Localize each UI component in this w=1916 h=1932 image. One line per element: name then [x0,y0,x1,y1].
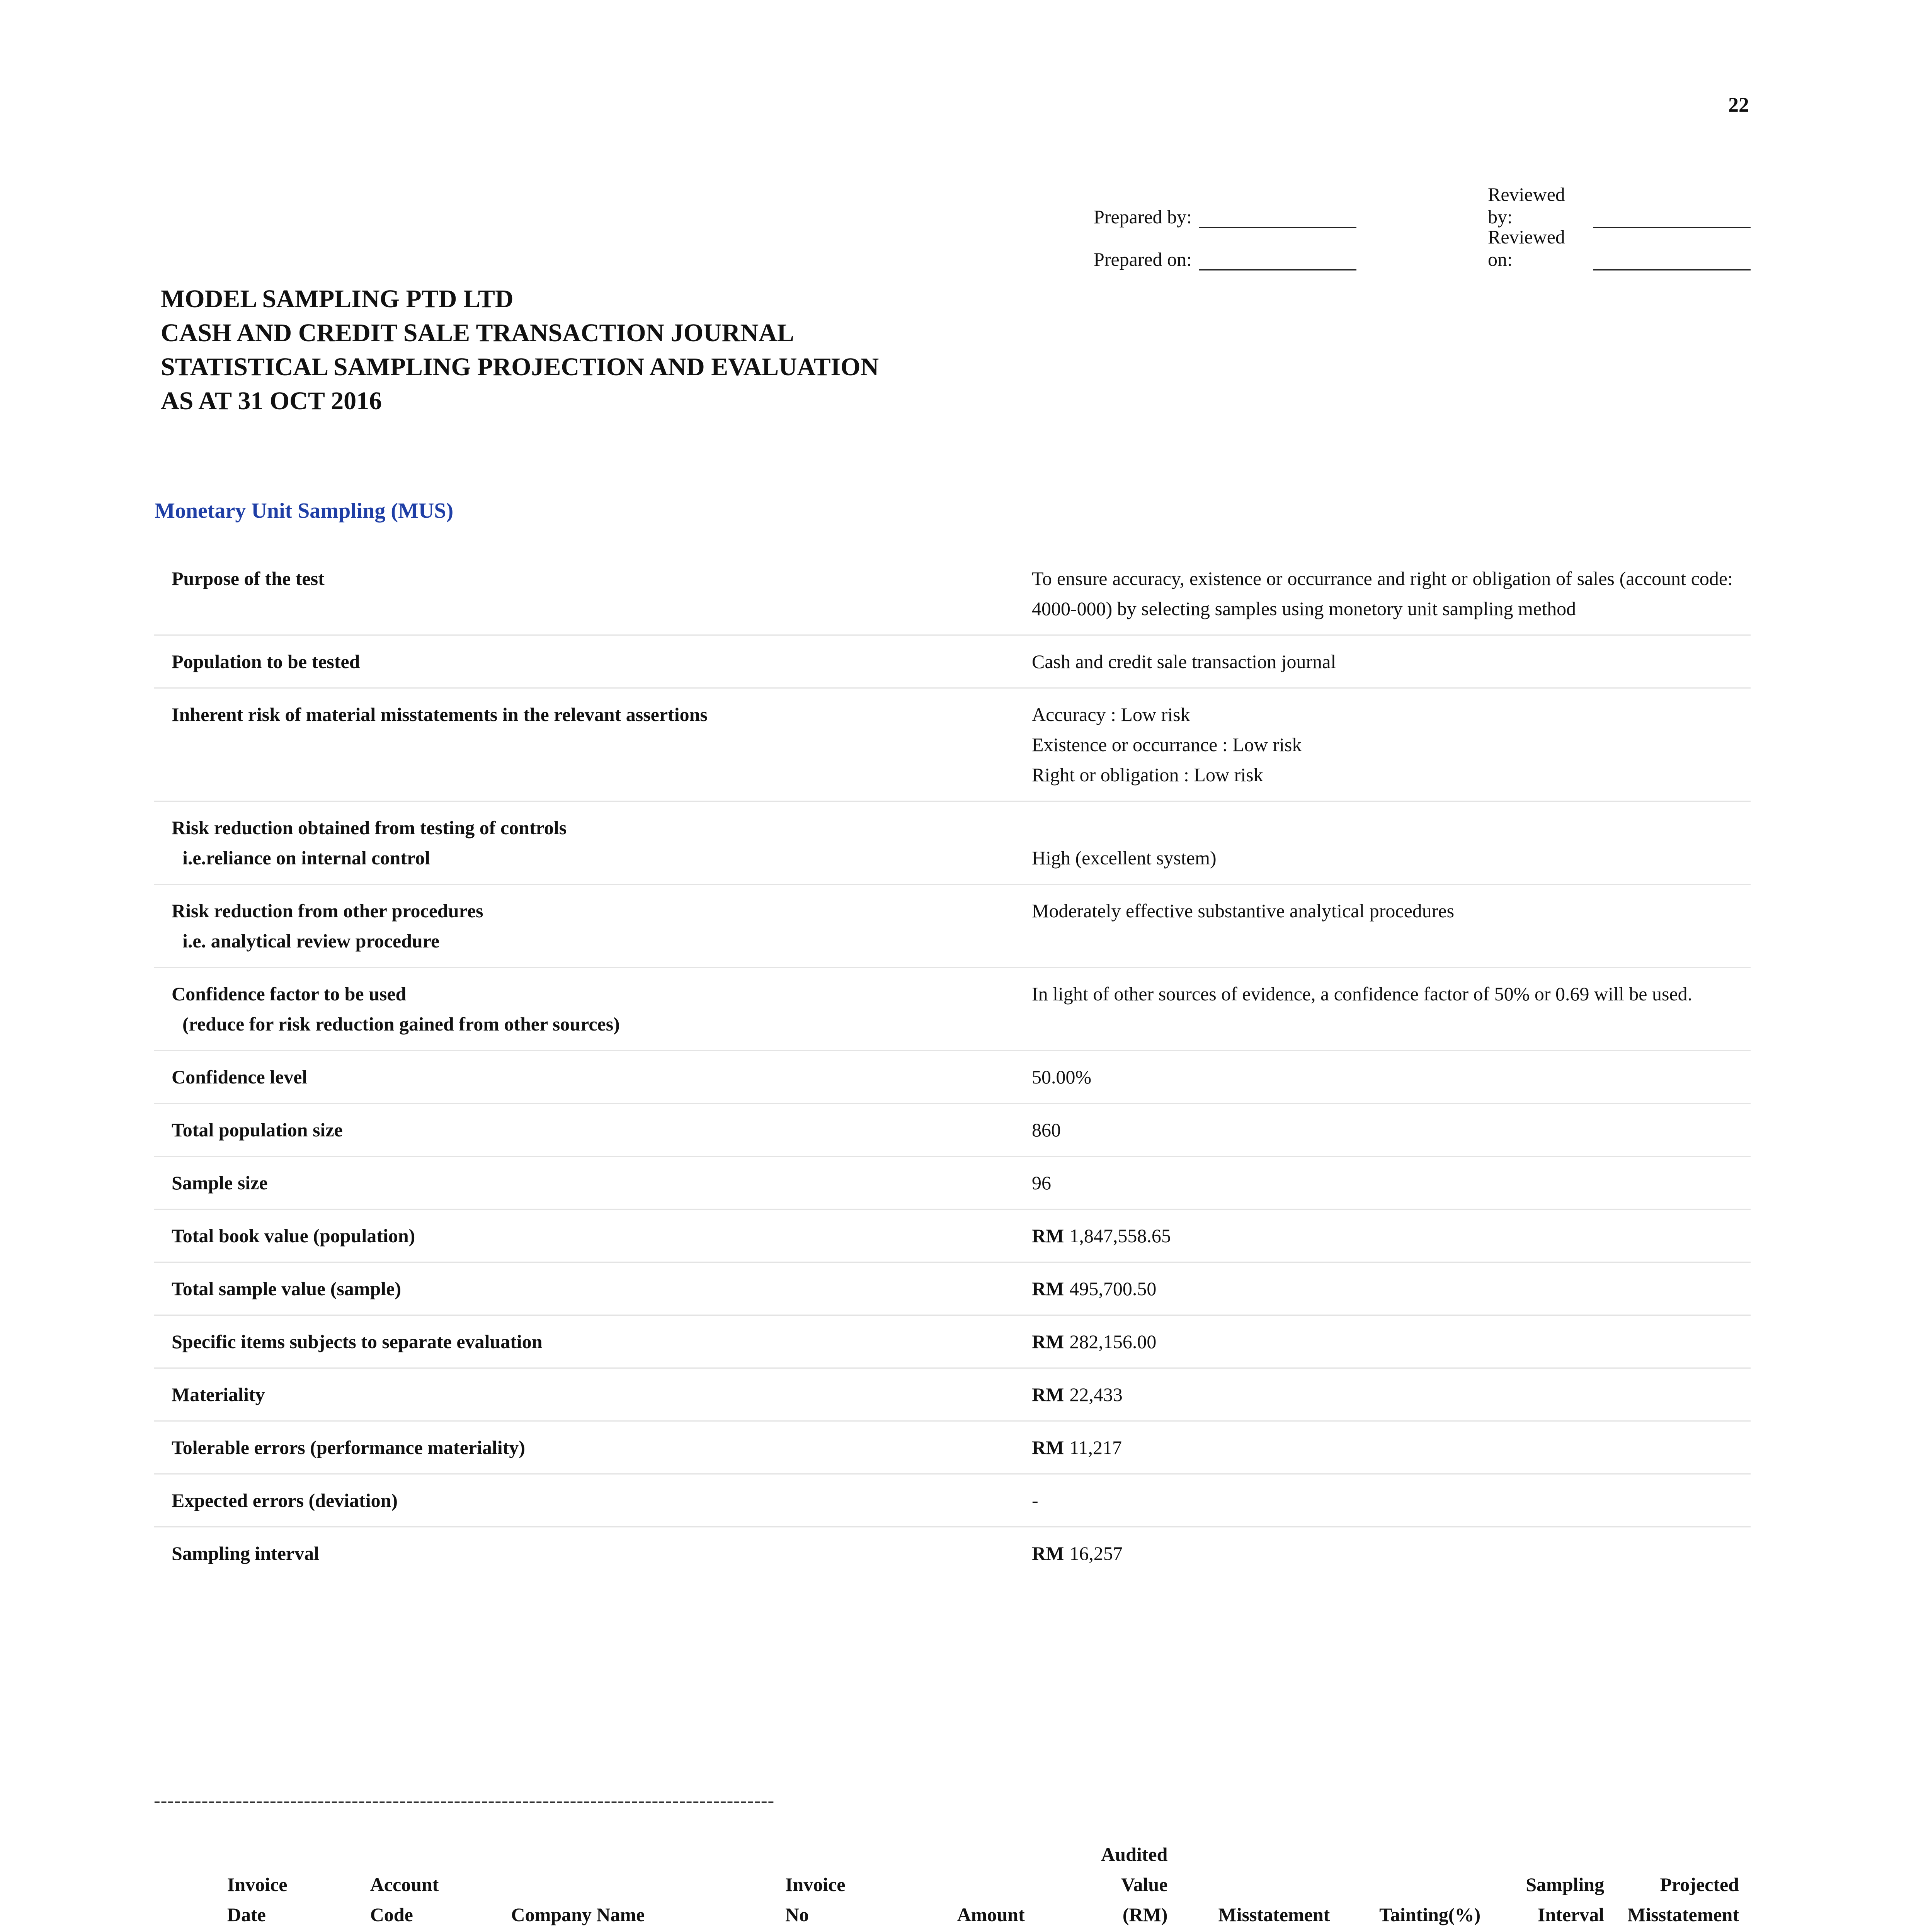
col-company-name: Company Name [500,1839,774,1932]
company-title: MODEL SAMPLING PTD LTD [161,285,514,313]
currency-label: RM [1032,1437,1064,1458]
currency-label: RM [1032,1278,1064,1299]
param-label: Inherent risk of material misstatements in the relevant assertions [172,704,708,725]
param-label: Sample size [172,1172,268,1194]
param-value [1032,1327,1751,1357]
col-invoice-no: Invoice No [774,1839,893,1932]
amount-value: 16,257 [1069,1543,1123,1564]
param-row-sample-size [154,1157,1751,1210]
param-row-interval [154,1527,1751,1579]
param-value: Cash and credit sale transaction journal [1032,651,1336,672]
controls-value: High (excellent system) [1032,847,1217,869]
reviewed-on-label: Reviewed on: [1488,226,1565,270]
param-row-sample-value [154,1263,1751,1316]
param-label: Sampling interval [172,1543,319,1564]
param-row-materiality [154,1369,1751,1422]
param-value [1032,699,1751,790]
amount-value: 495,700.50 [1069,1278,1157,1299]
param-value: To ensure accuracy, existence or occurrance and right or obligation of sales (account code: 4000-000) by selecting samples using monetory unit sampling method [1032,568,1733,619]
risk-rights: Right or obligation : Low risk [1032,764,1263,786]
param-value: - [1032,1490,1038,1511]
param-label-sub: (reduce for risk reduction gained from other sources) [182,1013,620,1035]
param-row-expected [154,1475,1751,1527]
dashed-separator: ------------------------------------------------------------------------------------------- [154,1789,775,1811]
param-label-sub: i.e. analytical review procedure [182,930,440,952]
reviewed-on-field[interactable] [1593,246,1751,270]
currency-label: RM [1032,1543,1064,1564]
signoff-block [1094,185,1751,270]
param-label-main: Risk reduction obtained from testing of controls [172,817,567,838]
section-heading: Monetary Unit Sampling (MUS) [155,499,454,523]
param-value: 50.00% [1032,1066,1092,1088]
param-value [1032,1379,1751,1410]
param-row-purpose [154,553,1751,636]
param-label [154,896,1032,956]
report-date: AS AT 31 OCT 2016 [161,387,382,415]
param-row-specific-items [154,1316,1751,1369]
sample-table [154,1839,1751,1932]
currency-label: RM [1032,1331,1064,1352]
param-value [1032,1432,1751,1463]
param-value: 96 [1032,1172,1051,1194]
param-label [154,979,1032,1039]
param-row-controls [154,802,1751,885]
amount-value: 22,433 [1069,1384,1123,1405]
amount-value: 282,156.00 [1069,1331,1157,1352]
param-row-confidence-level [154,1051,1751,1104]
col-projected-misstatement: Projected Misstatement [1616,1839,1751,1932]
param-value: 860 [1032,1119,1061,1141]
report-title: STATISTICAL SAMPLING PROJECTION AND EVALUATION [161,353,879,381]
currency-label: RM [1032,1225,1064,1247]
document-title [161,282,879,418]
prepared-on-field[interactable] [1199,246,1356,270]
parameters-table [154,553,1751,1579]
amount-value: 11,217 [1069,1437,1122,1458]
param-label: Tolerable errors (performance materiality) [172,1437,525,1458]
reviewed-by-label: Reviewed by: [1488,184,1565,228]
param-label-main: Risk reduction from other procedures [172,900,483,922]
col-audited-value: Audited Value (RM) [1036,1839,1179,1932]
risk-existence: Existence or occurrance : Low risk [1032,734,1302,755]
amount-value: 1,847,558.65 [1069,1225,1171,1247]
param-value: Moderately effective substantive analytical procedures [1032,900,1455,922]
param-label-main: Confidence factor to be used [172,983,407,1005]
param-value [1032,1221,1751,1251]
prepared-by-label: Prepared by: [1094,206,1192,228]
col-sampling-interval: Sampling Interval [1492,1839,1616,1932]
risk-accuracy: Accuracy : Low risk [1032,704,1190,725]
param-label: Total population size [172,1119,343,1141]
currency-label: RM [1032,1384,1064,1405]
param-label: Confidence level [172,1066,308,1088]
param-row-other-procedures [154,885,1751,968]
param-row-population-size [154,1104,1751,1157]
param-value [1032,1274,1751,1304]
param-label [154,813,1032,873]
table-header-row [154,1839,1751,1932]
param-label: Total sample value (sample) [172,1278,401,1299]
param-row-population [154,636,1751,689]
param-label: Total book value (population) [172,1225,415,1247]
param-label: Population to be tested [172,651,360,672]
param-label-sub: i.e.reliance on internal control [182,847,431,869]
prepared-on-label: Prepared on: [1094,248,1192,270]
col-account-code: Account Code [359,1839,500,1932]
param-row-book-value [154,1210,1751,1263]
reviewed-by-field[interactable] [1593,204,1751,228]
col-amount: Amount [893,1839,1036,1932]
param-label: Expected errors (deviation) [172,1490,398,1511]
param-row-tolerable [154,1422,1751,1475]
param-label: Materiality [172,1384,265,1405]
param-value [1032,813,1751,873]
page-number: 22 [1728,93,1749,116]
param-row-confidence-factor [154,968,1751,1051]
col-misstatement: Misstatement [1179,1839,1341,1932]
param-value [1032,1538,1751,1568]
param-row-inherent-risk [154,689,1751,802]
prepared-by-field[interactable] [1199,204,1356,228]
col-invoice-date: Invoice Date [216,1839,359,1932]
param-label: Purpose of the test [172,568,325,589]
col-tainting: Tainting(%) [1341,1839,1492,1932]
param-label: Specific items subjects to separate evaluation [172,1331,543,1352]
param-value: In light of other sources of evidence, a confidence factor of 50% or 0.69 will be used. [1032,983,1693,1005]
col-no [154,1839,216,1932]
journal-title: CASH AND CREDIT SALE TRANSACTION JOURNAL [161,319,794,347]
